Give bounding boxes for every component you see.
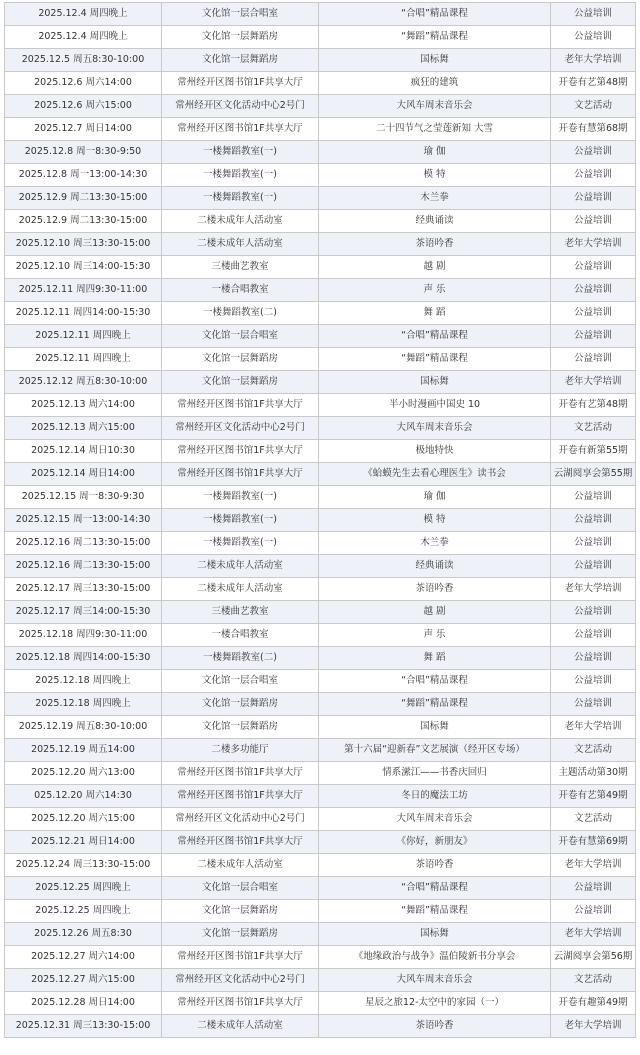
location-cell: 二楼未成年人活动室	[162, 1015, 319, 1038]
activity-cell: 国标舞	[319, 923, 551, 946]
table-row	[5, 808, 636, 831]
date-time-cell: 2025.12.20 周六13:00	[5, 762, 162, 785]
activity-cell: “合唱”精品课程	[319, 877, 551, 900]
category-cell: 公益培训	[551, 302, 636, 325]
table-row	[5, 532, 636, 555]
date-time-cell: 2025.12.26 周五8:30	[5, 923, 162, 946]
category-cell: 公益培训	[551, 486, 636, 509]
activity-cell: 经典诵读	[319, 555, 551, 578]
activity-cell: 第十六届“迎新春”文艺展演（经开区专场）	[319, 739, 551, 762]
location-cell: 常州经开区图书馆1F共享大厅	[162, 785, 319, 808]
activity-cell: 舞 蹈	[319, 647, 551, 670]
table-row	[5, 463, 636, 486]
date-time-cell: 2025.12.25 周四晚上	[5, 900, 162, 923]
location-cell: 常州经开区图书馆1F共享大厅	[162, 394, 319, 417]
activity-cell: 极地特快	[319, 440, 551, 463]
category-cell: 公益培训	[551, 26, 636, 49]
date-time-cell: 2025.12.10 周三13:30-15:00	[5, 233, 162, 256]
date-time-cell: 2025.12.11 周四14:00-15:30	[5, 302, 162, 325]
activity-cell: “舞蹈”精品课程	[319, 348, 551, 371]
date-time-cell: 025.12.20 周六14:30	[5, 785, 162, 808]
activity-cell: 越 剧	[319, 256, 551, 279]
date-time-cell: 2025.12.18 周四晚上	[5, 693, 162, 716]
date-time-cell: 2025.12.31 周三13:30-15:00	[5, 1015, 162, 1038]
table-row	[5, 72, 636, 95]
location-cell: 文化馆一层合唱室	[162, 670, 319, 693]
category-cell: 公益培训	[551, 601, 636, 624]
location-cell: 常州经开区图书馆1F共享大厅	[162, 831, 319, 854]
activity-cell: “合唱”精品课程	[319, 3, 551, 26]
activity-cell: “舞蹈”精品课程	[319, 26, 551, 49]
table-row	[5, 900, 636, 923]
location-cell: 一楼舞蹈教室(二)	[162, 647, 319, 670]
table-row	[5, 693, 636, 716]
location-cell: 文化馆一层舞蹈房	[162, 348, 319, 371]
table-row	[5, 486, 636, 509]
schedule-table	[4, 2, 636, 1038]
date-time-cell: 2025.12.16 周二13:30-15:00	[5, 555, 162, 578]
activity-cell: 木兰拳	[319, 532, 551, 555]
activity-cell: 二十四节气之莹莲新知 大雪	[319, 118, 551, 141]
table-row	[5, 624, 636, 647]
activity-cell: 大风车周末音乐会	[319, 95, 551, 118]
category-cell: 老年大学培训	[551, 371, 636, 394]
activity-cell: 越 剧	[319, 601, 551, 624]
date-time-cell: 2025.12.15 周一8:30-9:30	[5, 486, 162, 509]
activity-cell: 半小时漫画中国史 10	[319, 394, 551, 417]
table-row	[5, 992, 636, 1015]
location-cell: 文化馆一层舞蹈房	[162, 693, 319, 716]
location-cell: 二楼未成年人活动室	[162, 210, 319, 233]
activity-cell: 模 特	[319, 509, 551, 532]
activity-cell: 茶语吟香	[319, 1015, 551, 1038]
category-cell: 文艺活动	[551, 969, 636, 992]
category-cell: 开卷有慧第69期	[551, 831, 636, 854]
location-cell: 一楼合唱教室	[162, 624, 319, 647]
date-time-cell: 2025.12.27 周六14:00	[5, 946, 162, 969]
location-cell: 文化馆一层合唱室	[162, 3, 319, 26]
table-row	[5, 716, 636, 739]
date-time-cell: 2025.12.6 周六14:00	[5, 72, 162, 95]
category-cell: 公益培训	[551, 555, 636, 578]
location-cell: 常州经开区文化活动中心2号门	[162, 417, 319, 440]
table-row	[5, 555, 636, 578]
category-cell: 公益培训	[551, 3, 636, 26]
location-cell: 文化馆一层舞蹈房	[162, 371, 319, 394]
activity-cell: 大风车周末音乐会	[319, 969, 551, 992]
date-time-cell: 2025.12.4 周四晚上	[5, 3, 162, 26]
table-row	[5, 348, 636, 371]
activity-cell: “舞蹈”精品课程	[319, 900, 551, 923]
category-cell: 开卷有趣第49期	[551, 992, 636, 1015]
date-time-cell: 2025.12.18 周四9:30-11:00	[5, 624, 162, 647]
date-time-cell: 2025.12.27 周六15:00	[5, 969, 162, 992]
date-time-cell: 2025.12.9 周二13:30-15:00	[5, 187, 162, 210]
table-row	[5, 440, 636, 463]
date-time-cell: 2025.12.20 周六15:00	[5, 808, 162, 831]
location-cell: 文化馆一层舞蹈房	[162, 716, 319, 739]
location-cell: 一楼舞蹈教室(二)	[162, 302, 319, 325]
location-cell: 常州经开区图书馆1F共享大厅	[162, 118, 319, 141]
table-row	[5, 946, 636, 969]
activity-cell: 声 乐	[319, 624, 551, 647]
table-row	[5, 578, 636, 601]
category-cell: 公益培训	[551, 624, 636, 647]
date-time-cell: 2025.12.17 周三13:30-15:00	[5, 578, 162, 601]
category-cell: 开卷有慧第68期	[551, 118, 636, 141]
category-cell: 老年大学培训	[551, 233, 636, 256]
date-time-cell: 2025.12.10 周三14:00-15:30	[5, 256, 162, 279]
date-time-cell: 2025.12.11 周四9:30-11:00	[5, 279, 162, 302]
activity-cell: 声 乐	[319, 279, 551, 302]
category-cell: 公益培训	[551, 348, 636, 371]
table-row	[5, 647, 636, 670]
category-cell: 云湖阅享会第56期	[551, 946, 636, 969]
location-cell: 二楼多功能厅	[162, 739, 319, 762]
location-cell: 一楼舞蹈教室(一)	[162, 486, 319, 509]
activity-cell: 《地缘政治与战争》温伯陵新书分享会	[319, 946, 551, 969]
date-time-cell: 2025.12.25 周四晚上	[5, 877, 162, 900]
schedule-table-body	[5, 3, 636, 1038]
activity-cell: 茶语吟香	[319, 233, 551, 256]
activity-cell: 国标舞	[319, 371, 551, 394]
location-cell: 文化馆一层合唱室	[162, 325, 319, 348]
category-cell: 公益培训	[551, 670, 636, 693]
table-row	[5, 210, 636, 233]
category-cell: 公益培训	[551, 210, 636, 233]
table-row	[5, 95, 636, 118]
activity-cell: 经典诵读	[319, 210, 551, 233]
activity-cell: 《你好，新朋友》	[319, 831, 551, 854]
category-cell: 主题活动第30期	[551, 762, 636, 785]
location-cell: 一楼舞蹈教室(一)	[162, 164, 319, 187]
date-time-cell: 2025.12.15 周一13:00-14:30	[5, 509, 162, 532]
date-time-cell: 2025.12.13 周六14:00	[5, 394, 162, 417]
table-row	[5, 877, 636, 900]
category-cell: 文艺活动	[551, 808, 636, 831]
date-time-cell: 2025.12.18 周四晚上	[5, 670, 162, 693]
category-cell: 公益培训	[551, 647, 636, 670]
table-row	[5, 187, 636, 210]
category-cell: 公益培训	[551, 279, 636, 302]
category-cell: 开卷有艺第48期	[551, 72, 636, 95]
activity-cell: 瑜 伽	[319, 486, 551, 509]
category-cell: 老年大学培训	[551, 923, 636, 946]
location-cell: 文化馆一层舞蹈房	[162, 26, 319, 49]
location-cell: 一楼舞蹈教室(一)	[162, 509, 319, 532]
activity-cell: 舞 蹈	[319, 302, 551, 325]
table-row	[5, 26, 636, 49]
table-row	[5, 417, 636, 440]
table-row	[5, 3, 636, 26]
location-cell: 二楼未成年人活动室	[162, 233, 319, 256]
activity-cell: 大风车周末音乐会	[319, 808, 551, 831]
location-cell: 文化馆一层舞蹈房	[162, 900, 319, 923]
table-row	[5, 279, 636, 302]
date-time-cell: 2025.12.14 周日10:30	[5, 440, 162, 463]
date-time-cell: 2025.12.19 周五14:00	[5, 739, 162, 762]
activity-cell: 疯狂的建筑	[319, 72, 551, 95]
date-time-cell: 2025.12.8 周一13:00-14:30	[5, 164, 162, 187]
table-row	[5, 164, 636, 187]
category-cell: 公益培训	[551, 141, 636, 164]
table-row	[5, 601, 636, 624]
category-cell: 公益培训	[551, 187, 636, 210]
category-cell: 公益培训	[551, 900, 636, 923]
activity-cell: 国标舞	[319, 49, 551, 72]
location-cell: 文化馆一层合唱室	[162, 877, 319, 900]
category-cell: 公益培训	[551, 532, 636, 555]
activity-cell: “舞蹈”精品课程	[319, 693, 551, 716]
date-time-cell: 2025.12.11 周四晚上	[5, 325, 162, 348]
table-row	[5, 394, 636, 417]
category-cell: 老年大学培训	[551, 716, 636, 739]
activity-cell: 茶语吟香	[319, 854, 551, 877]
category-cell: 公益培训	[551, 256, 636, 279]
table-row	[5, 118, 636, 141]
location-cell: 文化馆一层舞蹈房	[162, 923, 319, 946]
date-time-cell: 2025.12.13 周六15:00	[5, 417, 162, 440]
table-row	[5, 49, 636, 72]
date-time-cell: 2025.12.18 周四14:00-15:30	[5, 647, 162, 670]
category-cell: 云湖阅享会第55期	[551, 463, 636, 486]
activity-cell: 情系潆江——书香庆回归	[319, 762, 551, 785]
activity-cell: 茶语吟香	[319, 578, 551, 601]
table-row	[5, 256, 636, 279]
location-cell: 二楼未成年人活动室	[162, 854, 319, 877]
table-row	[5, 831, 636, 854]
location-cell: 常州经开区图书馆1F共享大厅	[162, 762, 319, 785]
location-cell: 常州经开区图书馆1F共享大厅	[162, 463, 319, 486]
date-time-cell: 2025.12.19 周五8:30-10:00	[5, 716, 162, 739]
activity-cell: “合唱”精品课程	[319, 325, 551, 348]
category-cell: 公益培训	[551, 325, 636, 348]
category-cell: 老年大学培训	[551, 1015, 636, 1038]
table-row	[5, 670, 636, 693]
category-cell: 文艺活动	[551, 739, 636, 762]
category-cell: 公益培训	[551, 693, 636, 716]
date-time-cell: 2025.12.7 周日14:00	[5, 118, 162, 141]
category-cell: 开卷有新第55期	[551, 440, 636, 463]
category-cell: 开卷有艺第49期	[551, 785, 636, 808]
date-time-cell: 2025.12.11 周四晚上	[5, 348, 162, 371]
location-cell: 一楼舞蹈教室(一)	[162, 187, 319, 210]
location-cell: 常州经开区图书馆1F共享大厅	[162, 440, 319, 463]
location-cell: 常州经开区文化活动中心2号门	[162, 808, 319, 831]
date-time-cell: 2025.12.9 周二13:30-15:00	[5, 210, 162, 233]
date-time-cell: 2025.12.14 周日14:00	[5, 463, 162, 486]
table-row	[5, 854, 636, 877]
table-row	[5, 785, 636, 808]
table-row	[5, 233, 636, 256]
date-time-cell: 2025.12.28 周日14:00	[5, 992, 162, 1015]
date-time-cell: 2025.12.8 周一8:30-9:50	[5, 141, 162, 164]
category-cell: 老年大学培训	[551, 854, 636, 877]
date-time-cell: 2025.12.16 周二13:30-15:00	[5, 532, 162, 555]
table-row	[5, 739, 636, 762]
category-cell: 文艺活动	[551, 417, 636, 440]
location-cell: 常州经开区图书馆1F共享大厅	[162, 72, 319, 95]
activity-cell: 星辰之旅12-太空中的家园（一）	[319, 992, 551, 1015]
activity-cell: 模 特	[319, 164, 551, 187]
location-cell: 三楼曲艺教室	[162, 601, 319, 624]
location-cell: 三楼曲艺教室	[162, 256, 319, 279]
date-time-cell: 2025.12.6 周六15:00	[5, 95, 162, 118]
category-cell: 开卷有艺第48期	[551, 394, 636, 417]
location-cell: 二楼未成年人活动室	[162, 578, 319, 601]
location-cell: 二楼未成年人活动室	[162, 555, 319, 578]
table-row	[5, 923, 636, 946]
activity-cell: 《蛤蟆先生去看心理医生》读书会	[319, 463, 551, 486]
date-time-cell: 2025.12.4 周四晚上	[5, 26, 162, 49]
location-cell: 常州经开区文化活动中心2号门	[162, 969, 319, 992]
category-cell: 公益培训	[551, 509, 636, 532]
location-cell: 常州经开区文化活动中心2号门	[162, 95, 319, 118]
table-row	[5, 302, 636, 325]
category-cell: 公益培训	[551, 877, 636, 900]
location-cell: 一楼舞蹈教室(一)	[162, 141, 319, 164]
category-cell: 文艺活动	[551, 95, 636, 118]
table-row	[5, 141, 636, 164]
date-time-cell: 2025.12.21 周日14:00	[5, 831, 162, 854]
table-row	[5, 325, 636, 348]
table-row	[5, 509, 636, 532]
category-cell: 老年大学培训	[551, 578, 636, 601]
location-cell: 文化馆一层舞蹈房	[162, 49, 319, 72]
activity-cell: “合唱”精品课程	[319, 670, 551, 693]
date-time-cell: 2025.12.12 周五8:30-10:00	[5, 371, 162, 394]
date-time-cell: 2025.12.17 周三14:00-15:30	[5, 601, 162, 624]
activity-cell: 木兰拳	[319, 187, 551, 210]
activity-cell: 冬日的魔法工坊	[319, 785, 551, 808]
table-row	[5, 371, 636, 394]
table-row	[5, 969, 636, 992]
category-cell: 老年大学培训	[551, 49, 636, 72]
activity-cell: 大风车周末音乐会	[319, 417, 551, 440]
location-cell: 一楼舞蹈教室(一)	[162, 532, 319, 555]
date-time-cell: 2025.12.24 周三13:30-15:00	[5, 854, 162, 877]
category-cell: 公益培训	[551, 164, 636, 187]
activity-cell: 国标舞	[319, 716, 551, 739]
location-cell: 常州经开区图书馆1F共享大厅	[162, 946, 319, 969]
activity-cell: 瑜 伽	[319, 141, 551, 164]
table-row	[5, 1015, 636, 1038]
table-row	[5, 762, 636, 785]
date-time-cell: 2025.12.5 周五8:30-10:00	[5, 49, 162, 72]
location-cell: 一楼合唱教室	[162, 279, 319, 302]
location-cell: 常州经开区图书馆1F共享大厅	[162, 992, 319, 1015]
